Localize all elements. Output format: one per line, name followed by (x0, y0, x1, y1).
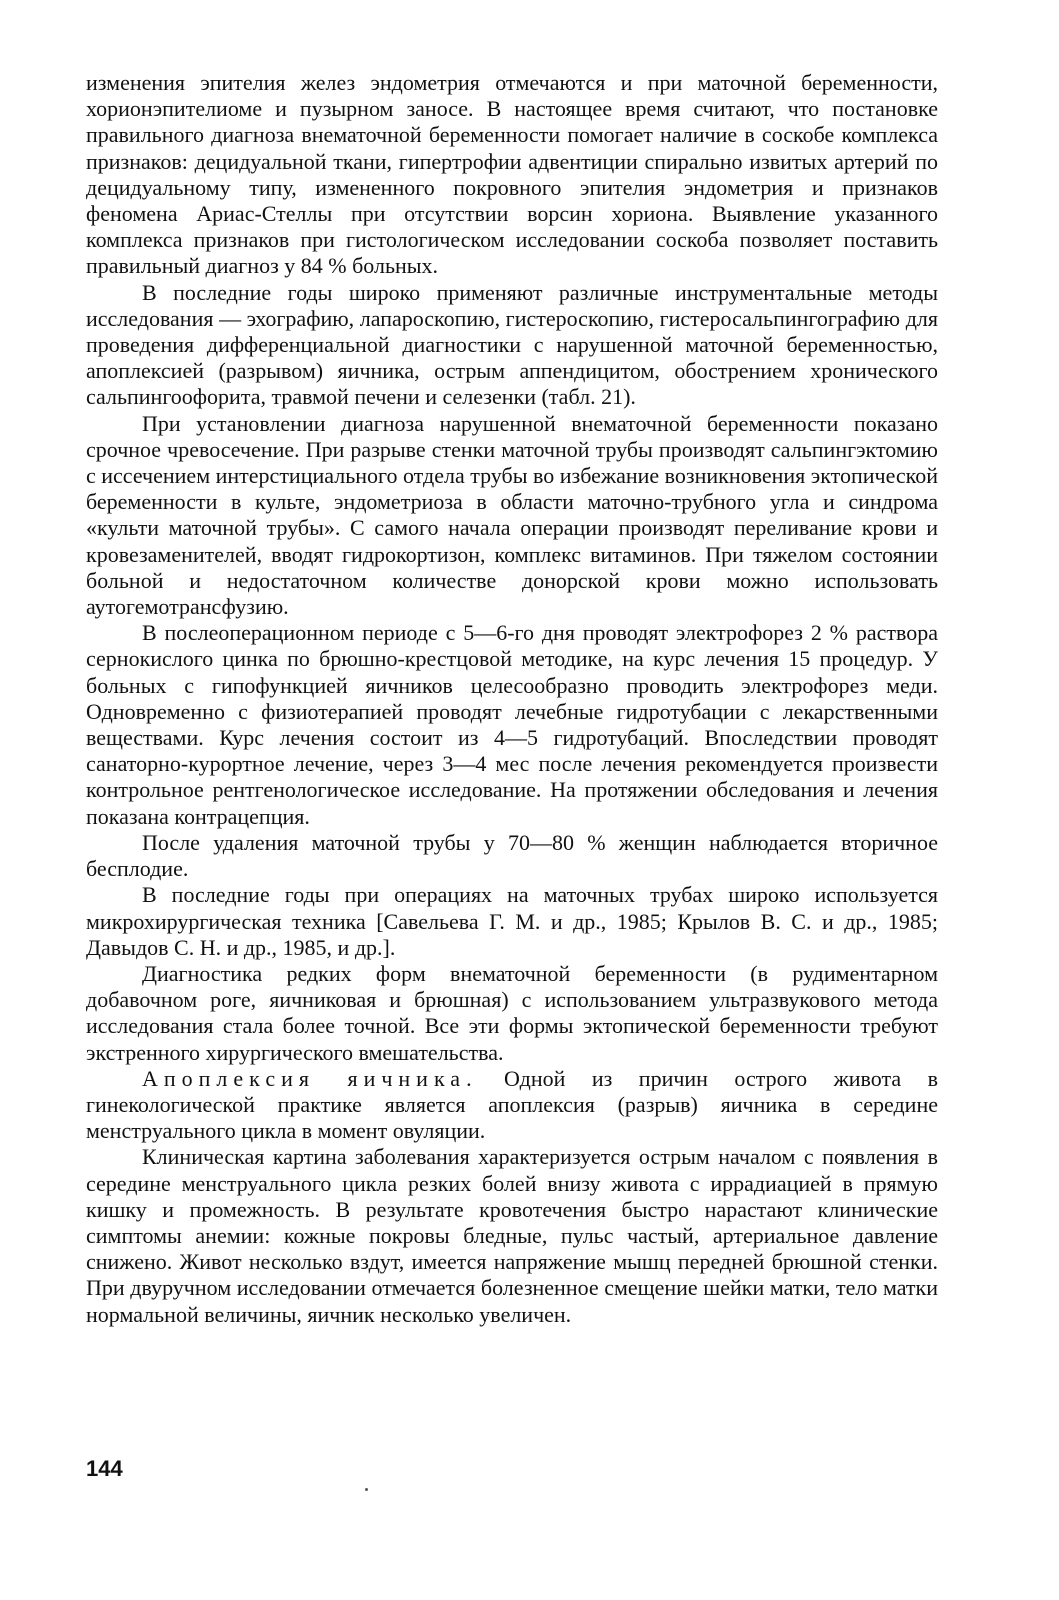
paragraph-6: В последние годы при операциях на маточных трубах широко используется микрохирургическая техника [Савельева Г. М. и др., 1985; Крылов В. С. и др., 1985; Давыдов С. Н. и др., 1985, и др.]. (86, 882, 938, 960)
paragraph-5: После удаления маточной трубы у 70—80 % женщин наблюдается вторичное бесплодие. (86, 829, 938, 882)
paragraph-7: Диагностика редких форм внематочной беременности (в рудиментарном добавочном роге, яичниковая и брюшная) с использованием ультразвукового метода исследования стала более точной. Все эти формы эктопической беременности требуют экстренного хирургического вмешательства. (86, 960, 938, 1065)
page-text-block (86, 70, 938, 1328)
print-speck (365, 1488, 368, 1491)
paragraph-8 (86, 1066, 938, 1145)
paragraph-3: При установлении диагноза нарушенной внематочной беременности показано срочное чревосечение. При разрыве стенки маточной трубы производят сальпингэктомию с иссечением интерстициального отдела трубы во избежание возникновения эктопической беременности в культе, эндометриоза в области маточно-трубного угла и синдрома «культи маточной трубы». С самого начала операции производят переливание крови и кровезаменителей, вводят гидрокортизон, комплекс витаминов. При тяжелом состоянии больной и недостаточном количестве донорской крови можно использовать аутогемотрансфузию. (86, 410, 938, 620)
paragraph-4: В послеоперационном периоде с 5—6-го дня проводят электрофорез 2 % раствора сернокислого цинка по брюшно-крестцовой методике, на курс лечения 15 процедур. У больных с гипофункцией яичников целесообразно проводить электрофорез меди. Одновременно с физиотерапией проводят лечебные гидротубации с лекарственными веществами. Курс лечения состоит из 4—5 гидротубаций. Впоследствии проводят санаторно-курортное лечение, через 3—4 мес после лечения рекомендуется произвести контрольное рентгенологическое исследование. На протяжении обследования и лечения показана контрацепция. (86, 620, 938, 829)
section-heading-ovarian-apoplexy: Апоплексия яичника. (142, 1065, 478, 1091)
paragraph-2: В последние годы широко применяют различные инструментальные методы исследования — эхографию, лапароскопию, гистероскопию, гистеросальпингографию для проведения дифференциальной диагностики с нарушенной маточной беременностью, апоплексией (разрывом) яичника, острым аппендицитом, обострением хронического сальпингоофорита, травмой печени и селезенки (табл. 21). (86, 279, 938, 410)
paragraph-8-text: Одной из причин острого живота в гинекологической практике является апоплексия (разрыв) яичника в середине менструального цикла в момент овуляции. (86, 1065, 938, 1144)
paragraph-9: Клиническая картина заболевания характеризуется острым началом с появления в середине менструального цикла резких болей внизу живота с иррадиацией в прямую кишку и промежность. В результате кровотечения быстро нарастают клинические симптомы анемии: кожные покровы бледные, пульс частый, артериальное давление снижено. Живот несколько вздут, имеется напряжение мышц передней брюшной стенки. При двуручном исследовании отмечается болезненное смещение шейки матки, тело матки нормальной величины, яичник несколько увеличен. (86, 1144, 938, 1327)
page-number: 144 (86, 1456, 123, 1481)
paragraph-1: изменения эпителия желез эндометрия отмечаются и при маточной беременности, хорионэпителиоме и пузырном заносе. В настоящее время считают, что постановке правильного диагноза внематочной беременности помогает наличие в соскобе комплекса признаков: децидуальной ткани, гипертрофии адвентиции спирально извитых артерий по децидуальному типу, измененного покровного эпителия эндометрия и признаков феномена Ариас-Стеллы при отсутствии ворсин хориона. Выявление указанного комплекса признаков при гистологическом исследовании соскоба позволяет поставить правильный диагноз у 84 % больных. (86, 70, 938, 279)
